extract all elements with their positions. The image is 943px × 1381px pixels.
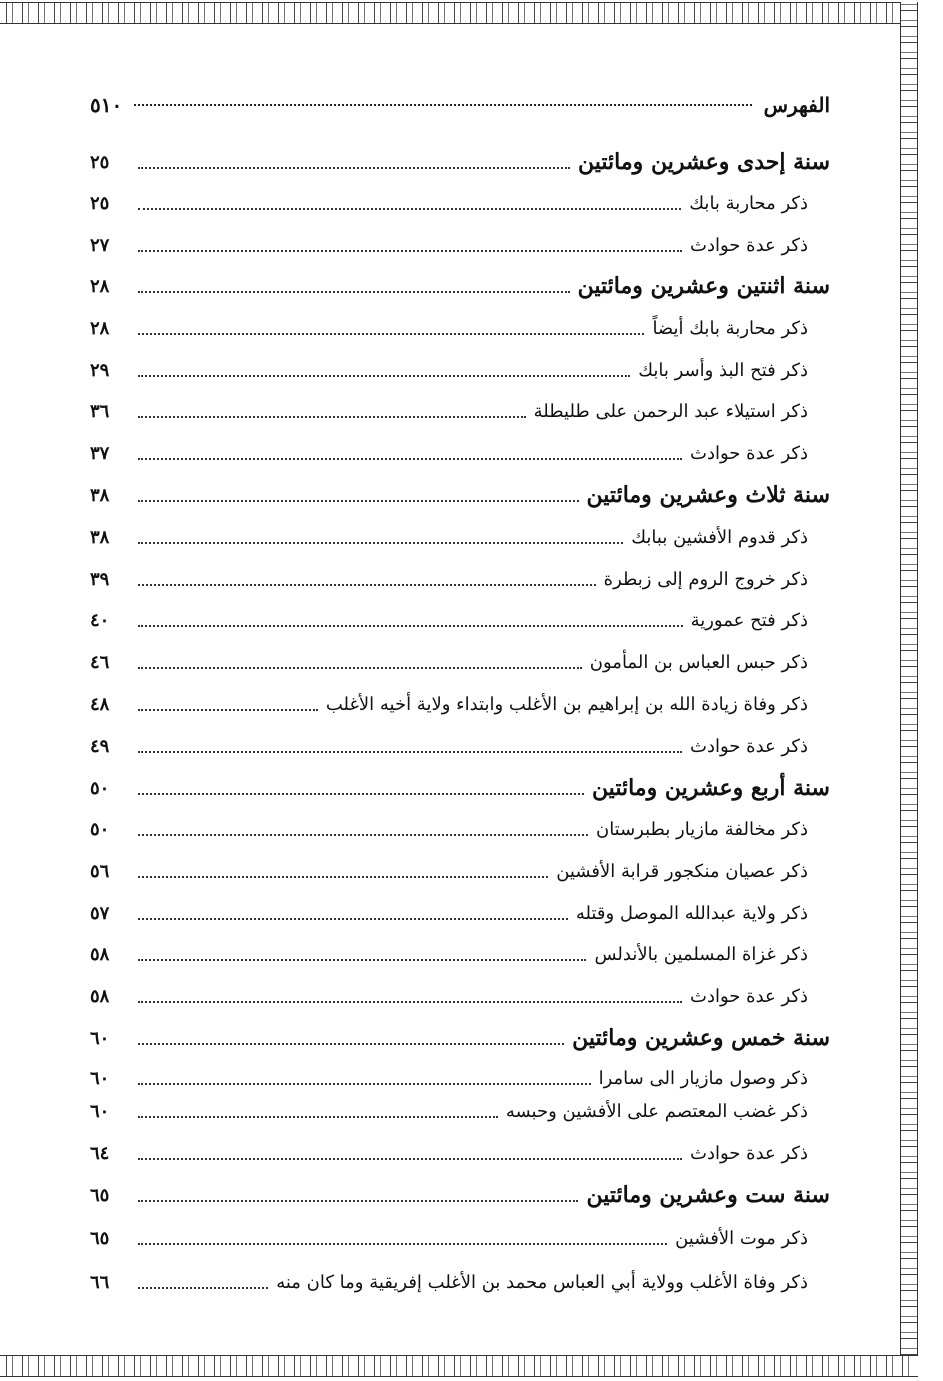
entry-page-number: ٥٠ — [90, 818, 110, 840]
index-entry — [90, 602, 830, 638]
dot-leader — [138, 876, 548, 878]
entry-label: ذكر غضب المعتصم على الأفشين وحبسه — [505, 1100, 808, 1122]
index-entry — [90, 1135, 830, 1171]
index-entry-year — [90, 144, 830, 180]
index-entry — [90, 519, 830, 555]
entry-label: ذكر وفاة زيادة الله بن إبراهيم بن الأغلب وابتداء ولاية أخيه الأغلب — [325, 693, 808, 715]
entry-label: ذكر فتح عمورية — [690, 609, 808, 631]
entry-page-number: ٦٦ — [90, 1271, 110, 1293]
index-entry — [90, 185, 830, 221]
dot-leader — [138, 1083, 591, 1085]
entry-label: ذكر عدة حوادث — [690, 1142, 808, 1164]
dot-leader — [138, 208, 681, 210]
entry-label: ذكر خروج الروم إلى زبطرة — [603, 568, 808, 590]
entry-page-number: ٥٦ — [90, 860, 110, 882]
index-entry — [90, 895, 830, 931]
entry-page-number: ٤٠ — [90, 609, 110, 631]
entry-page-number: ٣٩ — [90, 568, 110, 590]
dot-leader — [138, 1001, 682, 1003]
index-entry-year — [90, 1177, 830, 1213]
index-entry-year — [90, 477, 830, 513]
entry-label: سنة خمس وعشرين ومائتين — [572, 1025, 830, 1051]
entry-page-number: ٥٨ — [90, 985, 110, 1007]
dot-leader — [138, 793, 584, 795]
index-entry — [90, 686, 830, 722]
index-entry — [90, 1060, 830, 1096]
entry-page-number: ٣٦ — [90, 400, 110, 422]
index-entry — [90, 393, 830, 429]
index-entry — [90, 1093, 830, 1129]
entry-page-number: ٢٨ — [90, 275, 110, 297]
dot-leader — [138, 709, 318, 711]
entry-label: ذكر محاربة بابك أيضاً — [652, 317, 808, 339]
entry-page-number: ٢٨ — [90, 317, 110, 339]
index-entry — [90, 978, 830, 1014]
entry-label: سنة ثلاث وعشرين ومائتين — [586, 482, 830, 508]
index-entry — [90, 853, 830, 889]
entry-label: ذكر عدة حوادث — [690, 735, 808, 757]
page-title: الفهرس — [763, 93, 830, 117]
dot-leader — [138, 375, 630, 377]
index-entry — [90, 728, 830, 764]
index-entry — [90, 1220, 830, 1256]
index-entry — [90, 936, 830, 972]
entry-page-number: ٤٩ — [90, 735, 110, 757]
entry-label: ذكر حبس العباس بن المأمون — [589, 651, 808, 673]
entry-label: ذكر مخالفة مازيار بطبرستان — [595, 818, 808, 840]
decorative-border-right — [900, 2, 918, 1377]
dot-leader — [138, 1158, 682, 1160]
entry-label: سنة اثنتين وعشرين ومائتين — [577, 273, 830, 299]
dot-leader — [138, 918, 568, 920]
entry-label: ذكر ولاية عبدالله الموصل وقتله — [575, 902, 808, 924]
dot-leader — [138, 959, 586, 961]
dot-leader — [138, 1287, 268, 1289]
dot-leader — [138, 584, 596, 586]
entry-page-number: ٣٨ — [90, 526, 110, 548]
entry-page-number: ٣٧ — [90, 442, 110, 464]
dot-leader — [138, 250, 682, 252]
entry-page-number: ٢٥ — [90, 151, 110, 173]
entry-label: ذكر قدوم الأفشين ببابك — [631, 526, 808, 548]
dot-leader — [138, 333, 644, 335]
entry-page-number: ٦٤ — [90, 1142, 110, 1164]
index-entry-year — [90, 268, 830, 304]
index-entry — [90, 435, 830, 471]
entry-page-number: ٥٨ — [90, 943, 110, 965]
index-entry — [90, 352, 830, 388]
entry-label: ذكر موت الأفشين — [675, 1227, 808, 1249]
decorative-border-bottom — [0, 1355, 918, 1377]
entry-label: سنة أربع وعشرين ومائتين — [591, 775, 830, 801]
index-entry — [90, 811, 830, 847]
index-entry — [90, 227, 830, 263]
entry-label: ذكر عدة حوادث — [690, 234, 808, 256]
entry-page-number: ٦٠ — [90, 1027, 110, 1049]
dot-leader — [138, 834, 588, 836]
entry-label: ذكر وفاة الأغلب وولاية أبي العباس محمد بن الأغلب إفريقية وما كان منه — [276, 1271, 808, 1293]
entry-page-number: ٢٩ — [90, 359, 110, 381]
dot-leader — [138, 667, 582, 669]
index-entry — [90, 644, 830, 680]
entry-label: سنة ست وعشرين ومائتين — [586, 1182, 830, 1208]
dot-leader — [138, 1116, 498, 1118]
index-entry-year — [90, 770, 830, 806]
dot-leader — [138, 458, 682, 460]
header-dot-leader — [134, 104, 751, 106]
dot-leader — [138, 625, 683, 627]
entry-label: ذكر عدة حوادث — [690, 985, 808, 1007]
entry-label: ذكر محاربة بابك — [689, 192, 808, 214]
entry-page-number: ٦٥ — [90, 1227, 110, 1249]
entry-page-number: ٥٧ — [90, 902, 110, 924]
dot-leader — [138, 1043, 564, 1045]
entry-label: سنة إحدى وعشرين ومائتين — [578, 149, 830, 175]
dot-leader — [138, 500, 579, 502]
index-entry-year — [90, 1020, 830, 1056]
entry-page-number: ٣٨ — [90, 484, 110, 506]
dot-leader — [138, 751, 682, 753]
entry-page-number: ٦٠ — [90, 1067, 110, 1089]
entry-label: ذكر فتح البذ وأسر بابك — [638, 359, 808, 381]
entry-label: ذكر عدة حوادث — [690, 442, 808, 464]
entry-label: ذكر استيلاء عبد الرحمن على طليطلة — [533, 400, 808, 422]
index-entry — [90, 310, 830, 346]
entry-label: ذكر غزاة المسلمين بالأندلس — [594, 943, 808, 965]
dot-leader — [138, 167, 570, 169]
page-number: ٥١٠ — [90, 93, 123, 117]
entry-page-number: ٦٥ — [90, 1184, 110, 1206]
dot-leader — [138, 1200, 578, 1202]
entry-label: ذكر وصول مازيار الى سامرا — [598, 1067, 808, 1089]
dot-leader — [138, 542, 623, 544]
entry-page-number: ٢٥ — [90, 192, 110, 214]
entry-page-number: ٤٨ — [90, 693, 110, 715]
dot-leader — [138, 416, 526, 418]
index-entry — [90, 1264, 830, 1300]
dot-leader — [138, 1243, 667, 1245]
entry-page-number: ٥٠ — [90, 777, 110, 799]
decorative-border-top — [0, 2, 918, 24]
page-header — [90, 88, 830, 122]
dot-leader — [138, 291, 570, 293]
index-entry — [90, 561, 830, 597]
entry-label: ذكر عصيان منكجور قرابة الأفشين — [556, 860, 808, 882]
entry-page-number: ٢٧ — [90, 234, 110, 256]
entry-page-number: ٦٠ — [90, 1100, 110, 1122]
entry-page-number: ٤٦ — [90, 651, 110, 673]
